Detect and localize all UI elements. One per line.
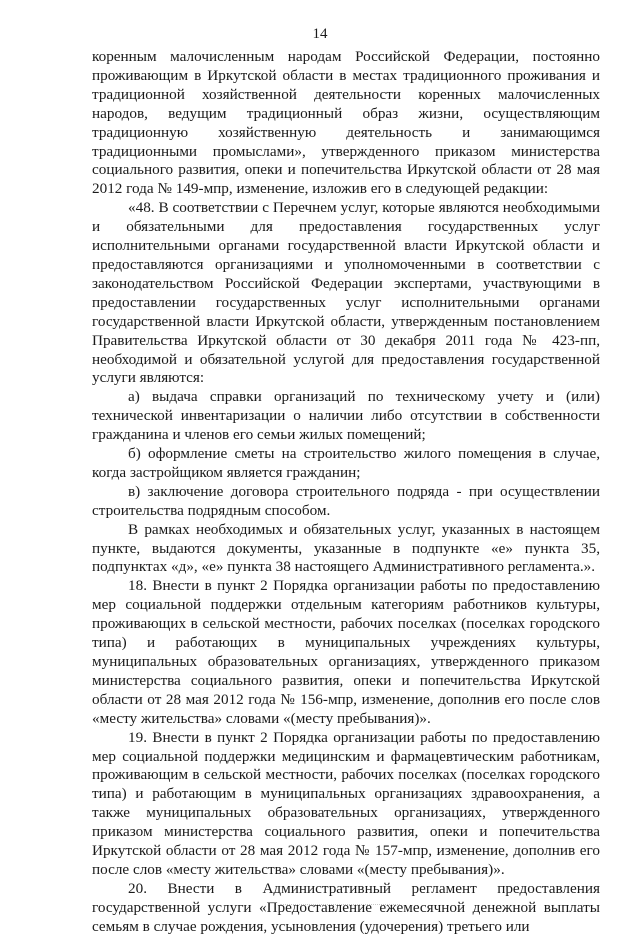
page-number: 14 — [312, 26, 328, 42]
paragraph-subitem-v: в) заключение договора строительного подряда - при осуществлении строительства подрядным способом. — [92, 482, 600, 519]
paragraph-documents-note: В рамках необходимых и обязательных услуг, указанных в настоящем пункте, выдаются документы, указанные в подпункте «е» пункта 35, подпунктах «д», «е» пункта 38 настоящего Административного регламента.». — [92, 520, 600, 576]
paragraph-subitem-b: б) оформление сметы на строительство жилого помещения в случае, когда застройщиком является гражданин; — [92, 445, 600, 481]
document-body — [92, 48, 600, 937]
paragraph-item-20: 20. Внести в Административный регламент предоставления государственной услуги «Предоставление ежемесячной денежной выплаты семьям в случае рождения, усыновления (удочерения) третьего или — [92, 879, 600, 935]
paragraph-item-48: «48. В соответствии с Перечнем услуг, которые являются необходимыми и обязательными для предоставления государственных услуг исполнительными органами государственной власти Иркутской области и предоставляются организациями и уполномоченными в соответствии с законодательством Российской Федерации экспертами, участвующими в предоставлении государственных услуг исполнительными органами государственной власти Иркутской области, утвержденным постановлением Правительства Иркутской области от 30 декабря 2011 года № 423-пп, необходимой и обязательной услугой для предоставления государственной услуги являются: — [92, 199, 600, 387]
paragraph-subitem-a: а) выдача справки организаций по техническому учету и (или) технической инвентаризации о наличии либо отсутствии в собственности гражданина и членов его семьи жилых помещений; — [92, 388, 600, 444]
paragraph-item-18: 18. Внести в пункт 2 Порядка организации работы по предоставлению мер социальной поддержки отдельным категориям работников культуры, проживающих в сельской местности, рабочих поселках (поселках городского типа) и работающих в муниципальных учреждениях культуры, муниципальных образовательных организациях, утвержденного приказом министерства социального развития, опеки и попечительства Иркутской области от 28 мая 2012 года № 156-мпр, изменение, дополнив его после слов «месту жительства» словами «(месту пребывания)». — [92, 577, 600, 727]
paragraph-item-19: 19. Внести в пункт 2 Порядка организации работы по предоставлению мер социальной поддержки медицинским и фармацевтическим работникам, проживающим в сельской местности, рабочих поселках (поселках городского типа) и работающим в муниципальных организациях здравоохранения, а также муниципальных образовательных организациях, утвержденного приказом министерства социального развития, опеки и попечительства Иркутской области от 28 мая 2012 года № 157-мпр, изменение, дополнив его после слов «месту жительства» словами «(месту пребывания)». — [92, 728, 600, 878]
paragraph-continuation: коренным малочисленным народам Российской Федерации, постоянно проживающим в Иркутской области в местах традиционного проживания и традиционной хозяйственной деятельности коренных малочисленных народов, ведущим традиционный образ жизни, осуществляющим традиционную хозяйственную деятельность и занимающимся традиционными промыслами», утвержденного приказом министерства социального развития, опеки и попечительства Иркутской области от 28 мая 2012 года № 149-мпр, изменение, изложив его в следующей редакции: — [92, 48, 600, 198]
